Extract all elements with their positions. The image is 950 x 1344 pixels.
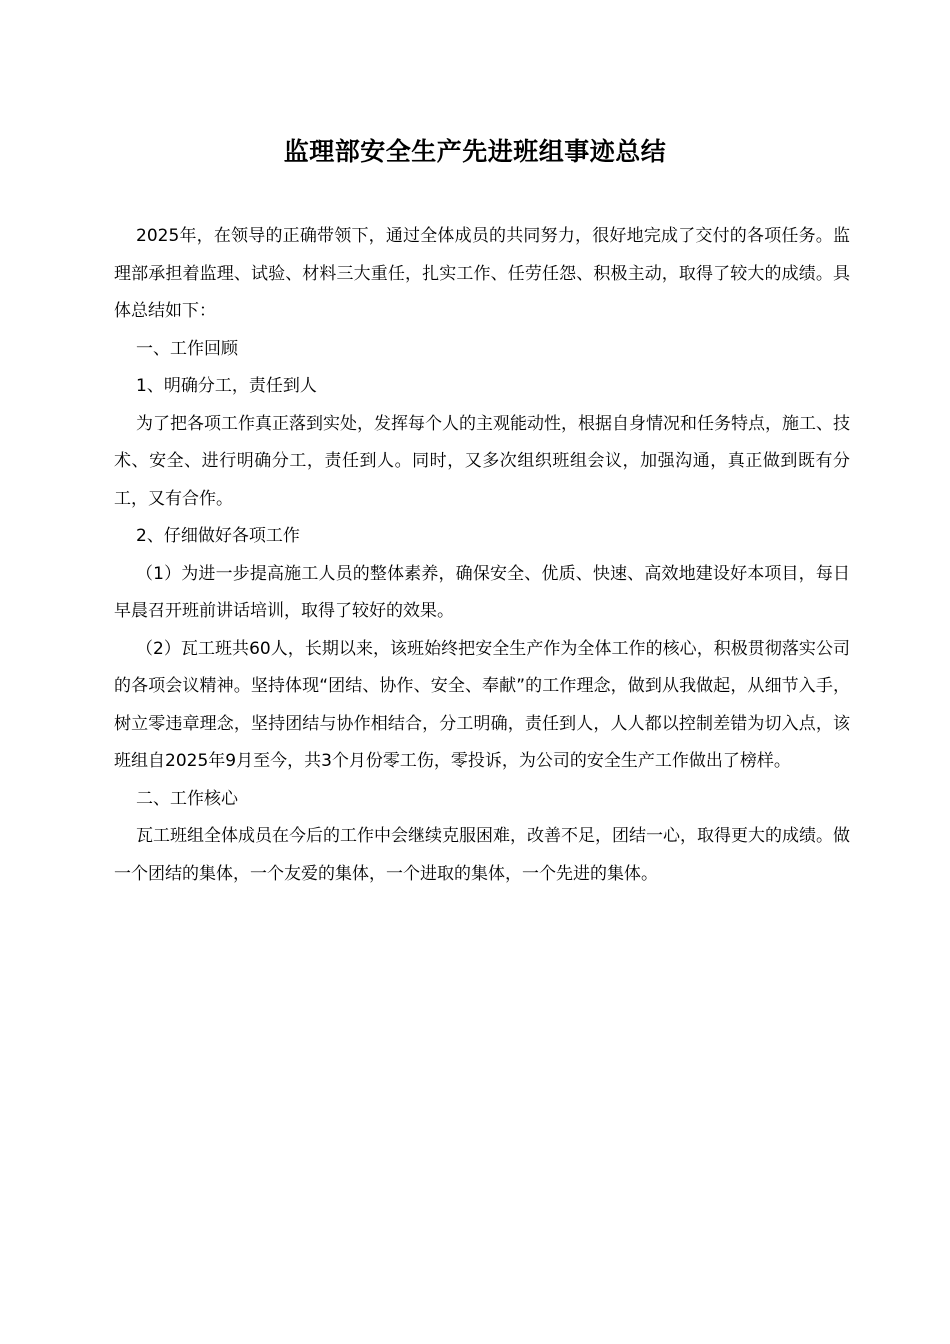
section-heading-work-core: 二、工作核心 xyxy=(136,788,238,809)
section-heading-work-review: 一、工作回顾 xyxy=(136,338,238,359)
subsection-heading-division-of-labor: 1、明确分工，责任到人 xyxy=(136,376,317,396)
document-body xyxy=(114,218,850,893)
paragraph-conclusion: 瓦工班组全体成员在今后的工作中会继续克服困难，改善不足，团结一心，取得更大的成绩。做一个团结的集体，一个友爱的集体，一个进取的集体，一个先进的集体。 xyxy=(114,826,850,884)
document-title: 监理部安全生产先进班组事迹总结 xyxy=(283,137,667,166)
paragraph-division-of-labor: 为了把各项工作真正落到实处，发挥每个人的主观能动性，根据自身情况和任务特点，施工、技术、安全、进行明确分工，责任到人。同时，又多次组织班组会议，加强沟通，真正做到既有分工，又有合作。 xyxy=(114,413,850,509)
subsection-heading-tasks: 2、仔细做好各项工作 xyxy=(136,526,300,546)
paragraph-training: （1）为进一步提高施工人员的整体素养，确保安全、优质、快速、高效地建设好本项目，每日早晨召开班前讲话培训，取得了较好的效果。 xyxy=(114,563,850,621)
paragraph-intro: 2025年，在领导的正确带领下，通过全体成员的共同努力，很好地完成了交付的各项任务。监理部承担着监理、试验、材料三大重任，扎实工作、任劳任怨、积极主动，取得了较大的成绩。具体总结如下： xyxy=(114,226,850,321)
paragraph-team-safety: （2）瓦工班共60人，长期以来，该班始终把安全生产作为全体工作的核心，积极贯彻落实公司的各项会议精神。坚持体现“团结、协作、安全、奉献”的工作理念，做到从我做起，从细节入手，树立零违章理念，坚持团结与协作相结合，分工明确，责任到人，人人都以控制差错为切入点，该班组自2025年9月至今，共3个月份零工伤，零投诉，为公司的安全生产工作做出了榜样。 xyxy=(114,638,850,771)
